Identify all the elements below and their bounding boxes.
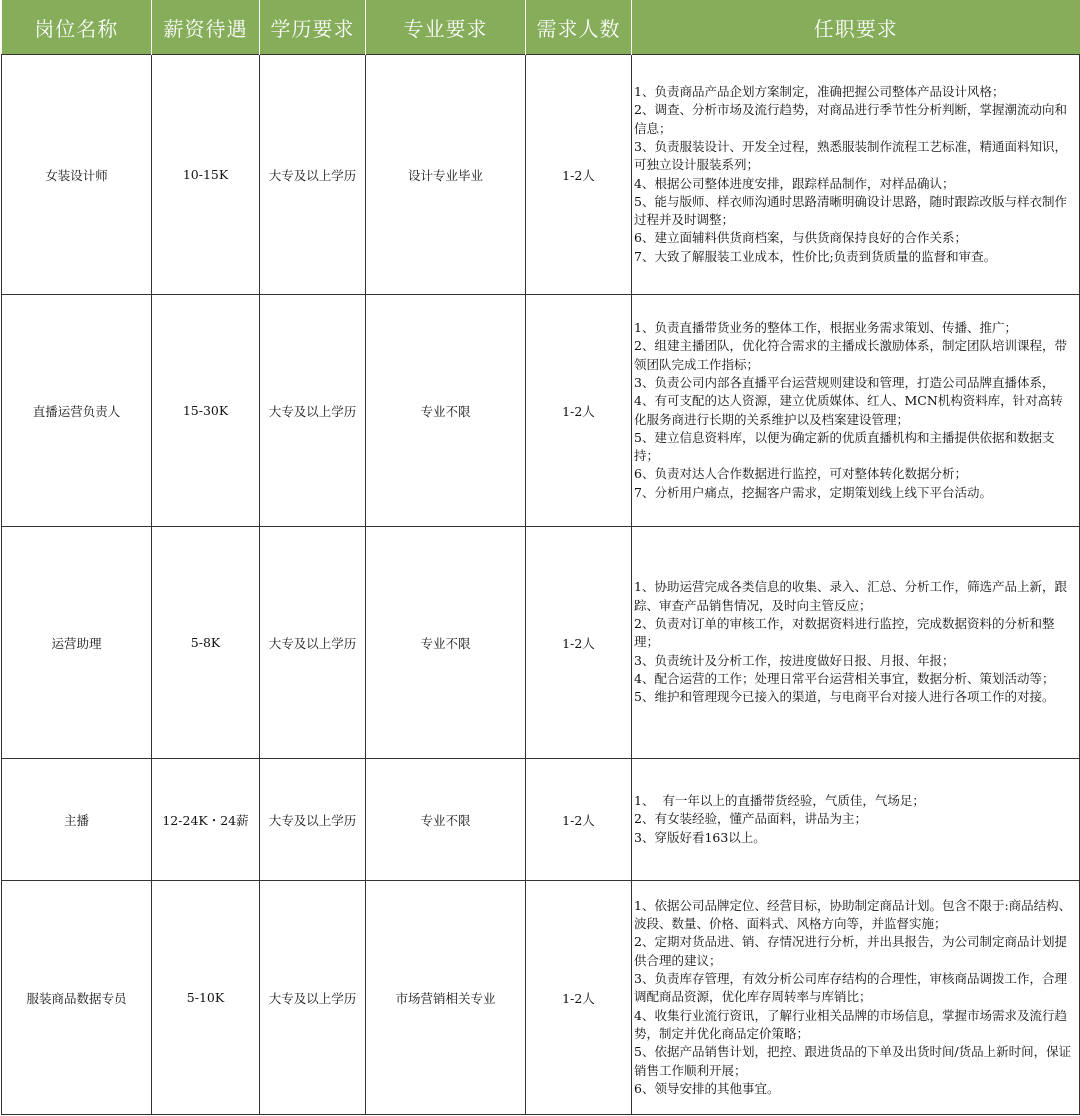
position-cell: 服装商品数据专员 [2, 881, 152, 1115]
table-row [2, 759, 1080, 881]
header-headcount: 需求人数 [526, 0, 632, 55]
header-position: 岗位名称 [2, 0, 152, 55]
requirement-item: 7、大致了解服装工业成本，性价比;负责到货质量的监督和审查。 [634, 248, 997, 264]
header-salary: 薪资待遇 [152, 0, 260, 55]
requirement-item: 5、维护和管理现今已接入的渠道，与电商平台对接人进行各项工作的对接。 [634, 689, 1055, 705]
education-cell: 大专及以上学历 [260, 295, 366, 527]
major-cell: 市场营销相关专业 [366, 881, 526, 1115]
table-row [2, 527, 1080, 759]
requirements-cell [632, 759, 1080, 881]
headcount-cell: 1-2人 [526, 759, 632, 881]
requirement-item: 3、穿版好看163以上。 [634, 829, 766, 845]
requirement-item: 2、负责对订单的审核工作，对数据资料进行监控，完成数据资料的分析和整理； [634, 616, 1055, 650]
salary-cell: 5-8K [152, 527, 260, 759]
requirement-item: 2、调查、分析市场及流行趋势，对商品进行季节性分析判断，掌握潮流动向和信息； [634, 102, 1067, 136]
education-cell: 大专及以上学历 [260, 55, 366, 295]
requirement-item: 3、负责统计及分析工作，按进度做好日报、月报、年报； [634, 652, 955, 668]
requirement-item: 4、根据公司整体进度安排，跟踪样品制作，对样品确认； [634, 175, 955, 191]
position-cell: 运营助理 [2, 527, 152, 759]
requirements-cell [632, 527, 1080, 759]
requirements-cell [632, 55, 1080, 295]
requirement-item: 3、负责库存管理，有效分析公司库存结构的合理性，审核商品调拨工作，合理调配商品资源，优化库存周转率与库销比； [634, 971, 1067, 1005]
major-cell: 设计专业毕业 [366, 55, 526, 295]
requirement-item: 3、负责公司内部各直播平台运营规则建设和管理，打造公司品牌直播体系， [634, 374, 1055, 390]
requirement-item: 7、分析用户痛点，挖掘客户需求，定期策划线上线下平台活动。 [634, 484, 992, 500]
requirements-cell [632, 881, 1080, 1115]
header-education: 学历要求 [260, 0, 366, 55]
requirement-item: 2、定期对货品进、销、存情况进行分析，并出具报告，为公司制定商品计划提供合理的建议； [634, 934, 1067, 968]
requirement-item: 4、有可支配的达人资源，建立优质媒体、红人、MCN机构资料库，针对高转化服务商进行长期的关系维护以及档案建设管理； [634, 393, 1063, 427]
salary-cell: 10-15K [152, 55, 260, 295]
headcount-cell: 1-2人 [526, 881, 632, 1115]
requirement-item: 1、 有一年以上的直播带货经验，气质佳，气场足； [634, 793, 925, 809]
requirement-item: 6、负责对达人合作数据进行监控，可对整体转化数据分析； [634, 466, 967, 482]
salary-cell: 5-10K [152, 881, 260, 1115]
requirement-item: 5、建立信息资料库，以便为确定新的优质直播机构和主播提供依据和数据支持； [634, 429, 1055, 464]
education-cell: 大专及以上学历 [260, 759, 366, 881]
requirements-cell [632, 295, 1080, 527]
requirement-item: 1、依据公司品牌定位、经营目标，协助制定商品计划。包含不限于:商品结构、波段、数量、价格、面料式、风格方向等，并监督实施； [634, 897, 1072, 932]
position-cell: 主播 [2, 759, 152, 881]
major-cell: 专业不限 [366, 295, 526, 527]
major-cell: 专业不限 [366, 759, 526, 881]
table-row [2, 55, 1080, 295]
header-major: 专业要求 [366, 0, 526, 55]
headcount-cell: 1-2人 [526, 295, 632, 527]
requirement-item: 2、有女装经验，懂产品面料，讲品为主； [634, 811, 867, 827]
header-requirements: 任职要求 [632, 0, 1080, 55]
education-cell: 大专及以上学历 [260, 881, 366, 1115]
requirement-item: 4、收集行业流行资讯，了解行业相关品牌的市场信息，掌握市场需求及流行趋势，制定并优化商品定价策略； [634, 1007, 1067, 1041]
education-cell: 大专及以上学历 [260, 527, 366, 759]
requirement-item: 2、组建主播团队，优化符合需求的主播成长激励体系，制定团队培训课程，带领团队完成工作指标； [634, 338, 1067, 372]
table-row [2, 295, 1080, 527]
requirement-item: 3、负责服装设计、开发全过程，熟悉服装制作流程工艺标准，精通面料知识，可独立设计服装系列； [634, 138, 1067, 173]
salary-cell: 12-24K・24薪 [152, 759, 260, 881]
major-cell: 专业不限 [366, 527, 526, 759]
table-row [2, 881, 1080, 1115]
salary-cell: 15-30K [152, 295, 260, 527]
position-cell: 女装设计师 [2, 55, 152, 295]
position-cell: 直播运营负责人 [2, 295, 152, 527]
requirement-item: 1、负责商品产品企划方案制定，准确把握公司整体产品设计风格； [634, 84, 1005, 100]
requirement-item: 5、依据产品销售计划，把控、跟进货品的下单及出货时间/货品上新时间，保证销售工作顺利开展； [634, 1044, 1072, 1078]
header-row [2, 0, 1080, 55]
requirement-item: 1、负责直播带货业务的整体工作，根据业务需求策划、传播、推广； [634, 320, 1017, 336]
requirement-item: 6、建立面辅料供货商档案，与供货商保持良好的合作关系； [634, 230, 967, 246]
requirement-item: 1、协助运营完成各类信息的收集、录入、汇总、分析工作，筛选产品上新，跟踪、审查产品销售情况，及时向主管反应； [634, 579, 1067, 613]
job-requirements-table [1, 0, 1080, 1115]
requirement-item: 6、领导安排的其他事宜。 [634, 1080, 780, 1096]
headcount-cell: 1-2人 [526, 55, 632, 295]
headcount-cell: 1-2人 [526, 527, 632, 759]
requirement-item: 4、配合运营的工作；处理日常平台运营相关事宜，数据分析、策划活动等； [634, 670, 1055, 686]
requirement-item: 5、能与版师、样衣师沟通时思路清晰明确设计思路，随时跟踪改版与样衣制作过程并及时调整； [634, 193, 1067, 228]
